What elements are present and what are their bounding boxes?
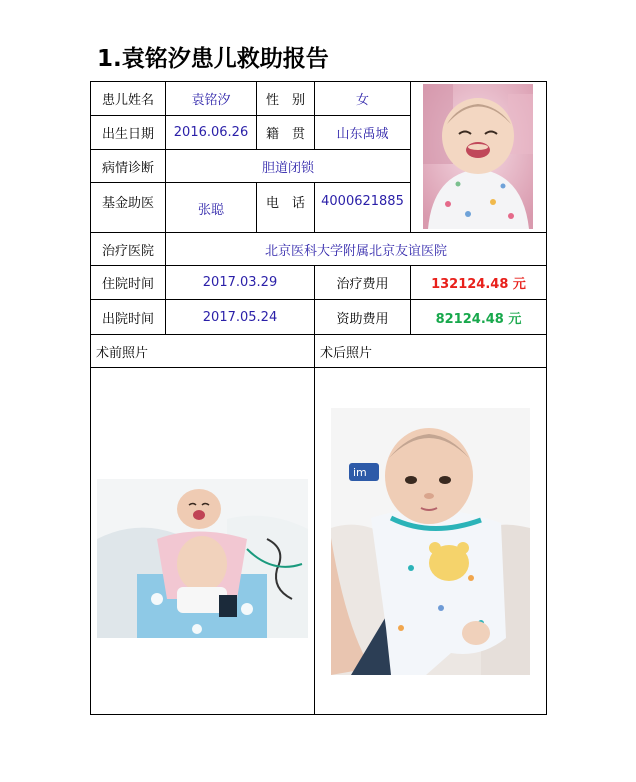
label-birth-date: 出生日期 [101, 127, 154, 142]
value-treatment-cost: 132124.48 元 [431, 277, 526, 292]
value-native-place: 山东禹城 [336, 127, 389, 142]
value-diagnosis: 胆道闭锁 [261, 160, 314, 176]
label-aid-doctor: 基金助医 [101, 195, 154, 211]
before-surgery-photo [97, 479, 308, 638]
label-phone: 电 话 [265, 195, 305, 211]
report-title: 1.袁铭汐患儿救助报告 [97, 46, 329, 72]
label-admission-date: 住院时间 [101, 277, 154, 292]
label-patient-name: 患儿姓名 [101, 93, 154, 108]
value-admission-date: 2017.03.29 [202, 275, 278, 290]
value-patient-name: 袁铭汐 [191, 93, 231, 108]
label-hospital: 治疗医院 [101, 243, 154, 259]
value-aid-amount: 82124.48 元 [435, 311, 522, 327]
label-before-photo: 术前照片 [96, 345, 149, 361]
value-gender: 女 [355, 93, 369, 108]
svg-text:im: im [353, 466, 367, 479]
label-treatment-cost: 治疗费用 [336, 277, 389, 292]
value-hospital: 北京医科大学附属北京友谊医院 [264, 243, 447, 259]
value-aid-doctor: 张聪 [197, 202, 224, 218]
label-aid-amount: 资助费用 [336, 311, 389, 327]
label-after-photo: 术后照片 [320, 345, 373, 361]
label-native-place: 籍 贯 [265, 127, 305, 142]
value-phone: 4000621885 [321, 193, 404, 209]
label-diagnosis: 病情诊断 [101, 160, 154, 176]
label-gender: 性 别 [265, 93, 305, 108]
label-discharge-date: 出院时间 [101, 311, 154, 327]
value-birth-date: 2016.06.26 [173, 125, 249, 140]
value-discharge-date: 2017.05.24 [202, 309, 278, 325]
patient-portrait-photo [423, 84, 533, 229]
after-surgery-photo [331, 408, 530, 675]
